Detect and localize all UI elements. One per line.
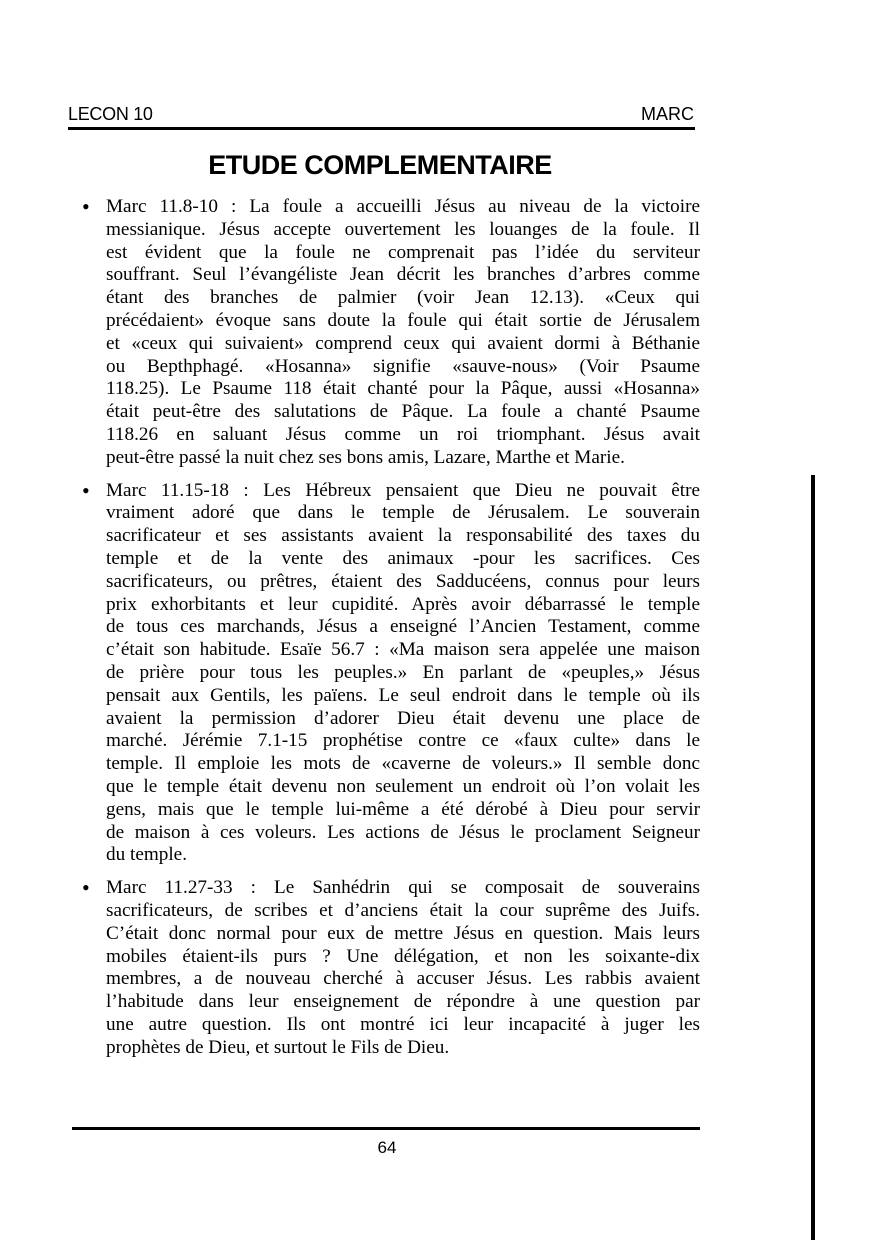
text-line: de tous ces marchands, Jésus a enseigné l’Ancien Testament, comme [106,616,700,638]
text-line: et «ceux qui suivaient» comprend ceux qui avaient dormi à Béthanie [106,332,700,354]
page-number: 64 [377,1138,397,1157]
text-line: précédaient» évoque sans doute la foule qui était sortie de Jérusalem [106,309,700,331]
text-line: mobiles étaient-ils purs ? Une délégation, et non les soixante-dix [106,945,700,967]
text-line: l’habitude dans leur enseignement de répondre à une question par [106,991,700,1013]
text-line: pensait aux Gentils, les païens. Le seul endroit dans le temple où ils [106,684,700,706]
text-line: temple et de la vente des animaux -pour les sacrifices. Ces [106,547,700,569]
text-line: une autre question. Ils ont montré ici leur incapacité à juger les [106,1013,700,1035]
text-line: sacrificateurs, de scribes et d’anciens était la cour suprême des Juifs. [106,899,700,921]
text-line: vraiment adoré que dans le temple de Jérusalem. Le souverain [106,502,700,524]
text-line: que le temple était devenu non seulement un endroit où l’on volait les [106,775,700,797]
text-line: 118.25). Le Psaume 118 était chanté pour la Pâque, aussi «Hosanna» [106,378,700,400]
text-line: messianique. Jésus accepte ouvertement les louanges de la foule. Il [106,218,700,240]
text-line: temple. Il emploie les mots de «caverne de voleurs.» Il semble donc [106,753,700,775]
book-label: MARC [641,104,694,124]
text-line: c’était son habitude. Esaïe 56.7 : «Ma maison sera appelée une maison [106,639,700,661]
text-line: Marc 11.8-10 : La foule a accueilli Jésus au niveau de la victoire [106,196,700,217]
text-line: souffrant. Seul l’évangéliste Jean décrit les branches d’arbres comme [106,264,700,286]
bullet-item [82,477,700,868]
text-line: étant des branches de palmier (voir Jean 12.13). «Ceux qui [106,287,700,309]
text-line: membres, a de nouveau cherché à accuser Jésus. Les rabbis avaient [106,968,700,990]
text-line: est évident que la foule ne comprenait pas l’idée du serviteur [106,241,700,263]
text-line: C’était donc normal pour eux de mettre Jésus en question. Mais leurs [106,922,700,944]
footer-rule [72,1127,700,1130]
text-line: sacrificateurs, ou prêtres, étaient des Sadducéens, connus pour leurs [106,570,700,592]
text-line: était peut-être des salutations de Pâque. La foule a chanté Psaume [106,401,700,423]
scan-edge-line [811,475,815,1240]
text-line: avaient la permission d’adorer Dieu était devenu une place de [106,707,700,729]
text-line: marché. Jérémie 7.1-15 prophétise contre ce «faux culte» dans le [106,730,700,752]
bullet-icon: • [82,477,90,503]
text-line: prix exhorbitants et leur cupidité. Après avoir débarrassé le temple [106,593,700,615]
text-line: Marc 11.15-18 : Les Hébreux pensaient que Dieu ne pouvait être [106,479,700,501]
text-line: de prière pour tous les peuples.» En parlant de «peuples,» Jésus [106,661,700,683]
header-rule [68,127,695,130]
text-line: sacrificateur et ses assistants avaient la responsabilité des taxes du [106,525,700,547]
lesson-label: LECON 10 [68,104,153,124]
text-line: du temple. [106,844,187,866]
bullet-icon: • [82,875,90,901]
bullet-item [82,877,700,1059]
text-line: ou Bepthphagé. «Hosanna» signifie «sauve-nous» (Voir Psaume [106,355,700,377]
bullet-icon: • [82,194,90,219]
study-notes [82,196,700,1069]
page-title: ETUDE COMPLEMENTAIRE [208,150,552,180]
text-line: prophètes de Dieu, et surtout le Fils de Dieu. [106,1036,450,1058]
text-line: Marc 11.27-33 : Le Sanhédrin qui se composait de souverains [106,877,700,899]
text-line: 118.26 en saluant Jésus comme un roi triomphant. Jésus avait [106,423,700,445]
text-line: gens, mais que le temple lui-même a été dérobé à Dieu pour servir [106,798,700,820]
text-line: peut-être passé la nuit chez ses bons amis, Lazare, Marthe et Marie. [106,446,625,468]
text-line: de maison à ces voleurs. Les actions de Jésus le proclament Seigneur [106,821,700,843]
bullet-item [82,196,700,470]
